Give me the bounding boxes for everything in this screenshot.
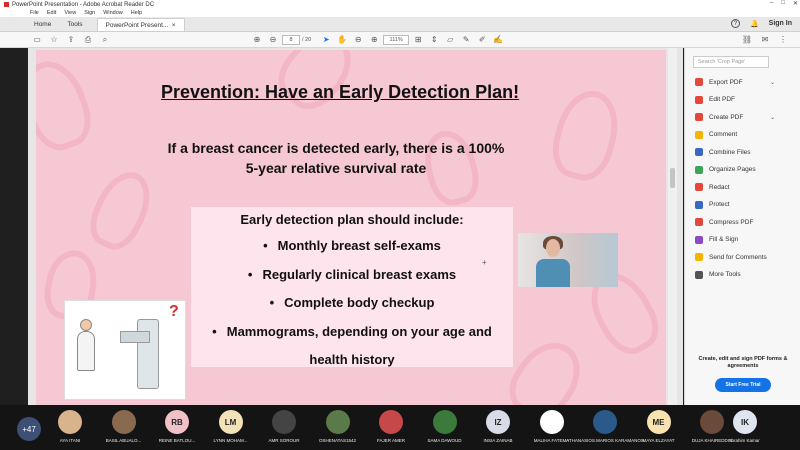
- menu-bar: [0, 9, 800, 17]
- bell-icon[interactable]: 🔔: [749, 20, 759, 28]
- woman-self-exam-photo: [518, 233, 618, 287]
- tools-panel: [684, 48, 800, 405]
- tool-label: Create PDF: [709, 113, 744, 121]
- menu-help[interactable]: Help: [130, 10, 143, 16]
- tool-comment[interactable]: [695, 129, 795, 141]
- document-viewport[interactable]: [28, 48, 683, 405]
- tab-tools[interactable]: Tools: [67, 21, 83, 28]
- participant-tile[interactable]: [152, 405, 202, 450]
- tool-icon: [695, 148, 703, 156]
- tool-icon: [695, 131, 703, 139]
- tool-icon: [695, 271, 703, 279]
- slide-subtitle: If a breast cancer is detected early, there is a 100% 5-year relative survival rate: [167, 140, 505, 176]
- tool-fill-sign[interactable]: [695, 234, 795, 246]
- avatar: RB: [165, 410, 189, 434]
- plan-item: • Monthly breast self-exams: [191, 238, 513, 253]
- mammogram-doctor-illustration: [64, 300, 186, 400]
- tool-label: Export PDF: [709, 78, 743, 86]
- slide-page: [36, 50, 666, 405]
- avatar: [593, 410, 617, 434]
- tool-label: Fill & Sign: [709, 236, 739, 243]
- plan-item: • Mammograms, depending on your age and: [191, 324, 513, 339]
- comment-icon[interactable]: ▱: [447, 35, 454, 44]
- participant-tile[interactable]: [720, 405, 770, 450]
- select-cursor-icon[interactable]: ➤: [322, 35, 330, 44]
- avatar: [433, 410, 457, 434]
- participant-name: AYA ITANI: [59, 438, 81, 443]
- participant-tile[interactable]: [527, 405, 577, 450]
- toolbar-left: [30, 33, 112, 47]
- tool-organize-pages[interactable]: [695, 164, 795, 176]
- menu-file[interactable]: File: [30, 10, 39, 16]
- participant-tile[interactable]: [313, 405, 363, 450]
- account-area: [731, 19, 792, 28]
- mail-icon[interactable]: ✉: [761, 35, 769, 44]
- participant-name: OSHENATAS1542: [318, 438, 357, 443]
- menu-window[interactable]: Window: [103, 10, 123, 16]
- participant-name: ATHANASIOS.MARIOS KARAMANOS: [566, 438, 644, 443]
- page-number-input[interactable]: 8: [282, 35, 300, 45]
- tool-export-pdf[interactable]: [695, 76, 795, 88]
- help-icon[interactable]: ?: [731, 19, 740, 28]
- zoom-out-icon[interactable]: ⊖: [354, 35, 362, 44]
- toolbar-right: [740, 33, 790, 47]
- tools-search-input[interactable]: Search 'Crop Page': [693, 56, 769, 68]
- sign-in-button[interactable]: Sign In: [768, 20, 792, 27]
- participant-strip: [0, 405, 800, 450]
- close-button[interactable]: ✕: [792, 1, 798, 7]
- tool-icon: [695, 96, 703, 104]
- participant-name: AMR SOROUR: [268, 438, 300, 443]
- toolbar: [0, 32, 800, 48]
- tab-document[interactable]: [97, 18, 185, 31]
- crosshair-cursor-icon: +: [482, 258, 487, 267]
- page-total: / 20: [302, 36, 312, 43]
- tool-icon: [695, 166, 703, 174]
- participant-tile[interactable]: [259, 405, 309, 450]
- participant-name: LYNN MOHAM...: [213, 438, 248, 443]
- tool-label: Send for Comments: [709, 253, 767, 261]
- tool-label: Protect: [709, 201, 730, 208]
- print-icon[interactable]: ⎙: [84, 34, 92, 44]
- avatar: [272, 410, 296, 434]
- tool-icon: [695, 183, 703, 191]
- avatar: [540, 410, 564, 434]
- chevron-down-icon[interactable]: ⌄: [769, 79, 775, 86]
- tool-create-pdf[interactable]: [695, 111, 795, 123]
- prev-page-icon[interactable]: ⊕: [253, 35, 261, 44]
- menu-view[interactable]: View: [64, 10, 77, 16]
- tool-compress-pdf[interactable]: [695, 216, 795, 228]
- highlight-icon[interactable]: ✐: [478, 35, 486, 44]
- tool-icon: [695, 253, 703, 261]
- chevron-down-icon[interactable]: ⌄: [769, 114, 775, 121]
- tool-send-for-comments[interactable]: [695, 251, 795, 263]
- participant-name: REINE BATLOU...: [158, 438, 196, 443]
- participant-tile[interactable]: [420, 405, 470, 450]
- scroll-mode-icon[interactable]: ⇕: [430, 35, 438, 44]
- tool-redact[interactable]: [695, 181, 795, 193]
- tab-close-icon[interactable]: ×: [171, 21, 176, 29]
- avatar: LM: [219, 410, 243, 434]
- avatar: ME: [647, 410, 671, 434]
- tool-label: Edit PDF: [709, 96, 736, 103]
- avatar: [326, 410, 350, 434]
- participant-name: FAJER AMER: [376, 438, 405, 443]
- tool-protect[interactable]: [695, 199, 795, 211]
- participant-tile[interactable]: [366, 405, 416, 450]
- acrobat-logo-icon: [4, 2, 9, 7]
- tool-icon: [695, 236, 703, 244]
- participant-name: DUJA KHAIREDDIN: [691, 438, 733, 443]
- search-icon[interactable]: ⌕: [102, 34, 108, 44]
- vertical-scrollbar[interactable]: [668, 48, 677, 405]
- tool-icon: [695, 78, 703, 86]
- slide-title: Prevention: Have an Early Detection Plan!: [161, 82, 520, 102]
- participant-tile[interactable]: [634, 405, 684, 450]
- tool-label: Compress PDF: [709, 218, 754, 226]
- participant-tile[interactable]: [473, 405, 523, 450]
- participant-name: Ibrahim Kamar: [730, 438, 760, 443]
- tool-label: More Tools: [709, 271, 741, 278]
- tab-home[interactable]: Home: [34, 21, 52, 28]
- sign-icon[interactable]: ✍: [493, 35, 504, 44]
- fit-page-icon[interactable]: ⊞: [414, 35, 422, 44]
- participant-tile[interactable]: [45, 405, 95, 450]
- tab-bar: [0, 17, 800, 32]
- tool-label: Comment: [709, 131, 738, 138]
- toolbar-center: [250, 33, 505, 47]
- participant-tile[interactable]: [566, 405, 644, 450]
- share-link-icon[interactable]: ⛓: [741, 35, 753, 44]
- plan-item: • Regularly clinical breast exams: [191, 267, 513, 282]
- zoom-select[interactable]: 111%: [383, 35, 409, 45]
- menu-edit[interactable]: Edit: [46, 10, 57, 16]
- hand-tool-icon[interactable]: ✋: [337, 35, 348, 44]
- tool-combine-files[interactable]: [695, 146, 795, 158]
- plan-box: [191, 207, 513, 367]
- participant-name: SAMA DAWOUD: [427, 438, 462, 443]
- tool-label: Redact: [709, 183, 730, 191]
- participant-tile[interactable]: [99, 405, 149, 450]
- more-participants-button[interactable]: +47: [17, 417, 41, 441]
- tool-label: Organize Pages: [709, 166, 756, 173]
- free-trial-button[interactable]: Start Free Trial: [715, 378, 771, 392]
- participant-name: MALIHA FATEMA: [533, 438, 570, 443]
- window-title: PowerPoint Presentation - Adobe Acrobat Reader DC: [12, 1, 155, 8]
- avatar: IK: [733, 410, 757, 434]
- menu-sign[interactable]: Sign: [84, 10, 96, 16]
- window-controls: [770, 0, 798, 7]
- tool-icon: [695, 201, 703, 209]
- participant-name: MAYA ELZAYAT: [642, 438, 675, 443]
- zoom-in-icon[interactable]: ⊕: [370, 35, 378, 44]
- avatar: IZ: [486, 410, 510, 434]
- minimize-button[interactable]: –: [770, 0, 774, 6]
- promo-text: Create, edit and sign PDF forms & agreements: [698, 356, 788, 369]
- tool-label: Combine Files: [709, 148, 751, 156]
- plan-item-continuation: health history: [309, 352, 395, 367]
- bookmark-star-icon[interactable]: ☆: [50, 35, 58, 44]
- participant-name: INSIA ZAINAB: [483, 438, 513, 443]
- tool-icon: [695, 113, 703, 121]
- title-bar: [0, 0, 800, 9]
- avatar: [379, 410, 403, 434]
- participant-tile[interactable]: [206, 405, 256, 450]
- tool-icon: [695, 218, 703, 226]
- tool-edit-pdf[interactable]: [695, 94, 795, 106]
- tab-document-label: PowerPoint Present...: [105, 21, 169, 29]
- save-icon[interactable]: ▭: [33, 35, 41, 44]
- maximize-button[interactable]: □: [781, 0, 785, 6]
- avatar: [112, 410, 136, 434]
- plan-item: • Complete body checkup: [191, 295, 513, 310]
- plan-heading: Early detection plan should include:: [240, 212, 464, 227]
- avatar: [58, 410, 82, 434]
- question-mark-icon: ?: [169, 303, 179, 320]
- participant-name: BASIL ABUALO...: [105, 438, 142, 443]
- next-page-icon[interactable]: ⊖: [269, 35, 277, 44]
- scrollbar-thumb[interactable]: [670, 168, 675, 188]
- upload-icon[interactable]: ⇪: [67, 35, 75, 44]
- collapse-panel-icon[interactable]: ⋮: [779, 35, 787, 44]
- pen-icon[interactable]: ✎: [462, 35, 470, 44]
- tool-more-tools[interactable]: [695, 269, 795, 281]
